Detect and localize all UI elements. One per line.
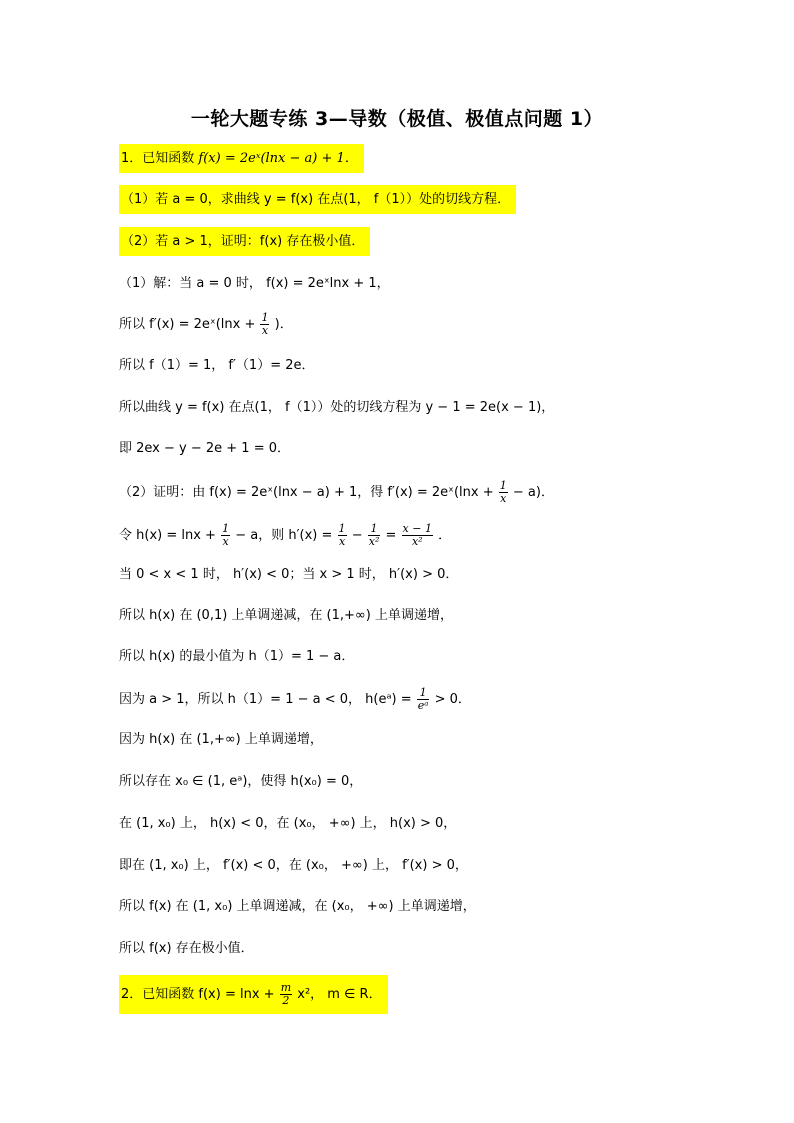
fraction-denominator: x	[500, 492, 507, 505]
fraction	[338, 523, 347, 548]
fraction-numerator: 1	[261, 311, 269, 324]
solution-line-15: 即在 (1, x₀) 上， f′(x) < 0，在 (x₀， +∞) 上， f′(x) > 0，	[119, 858, 468, 873]
fraction-denominator: x	[222, 535, 229, 548]
fraction-denominator: eᵃ	[417, 699, 429, 712]
solution-line-7-d: =	[385, 528, 397, 543]
solution-line-9: 所以 h(x) 在 (0,1) 上单调递减，在 (1,+∞) 上单调递增，	[119, 608, 453, 623]
solution-line-13: 所以存在 x₀ ∈ (1, eᵃ)，使得 h(x₀) = 0，	[119, 774, 363, 789]
fraction	[499, 480, 508, 505]
fraction-numerator: 1	[368, 523, 381, 536]
fraction-denominator: 2	[282, 994, 290, 1007]
fraction	[417, 687, 430, 712]
fraction-numerator: 1	[222, 522, 230, 535]
solution-line-6	[119, 480, 554, 505]
fraction	[402, 523, 433, 548]
solution-line-11	[119, 687, 471, 712]
solution-line-7-c: −	[351, 528, 363, 543]
solution-line-5: 即 2ex − y − 2e + 1 = 0．	[119, 441, 290, 456]
solution-line-6-b: − a)．	[512, 485, 554, 500]
solution-line-16: 所以 f(x) 在 (1, x₀) 上单调递减，在 (x₀， +∞) 上单调递增，	[119, 899, 476, 914]
solution-line-7-a: 令 h(x) = lnx +	[119, 528, 216, 543]
fraction-numerator: 1	[417, 687, 430, 700]
solution-line-11-a: 因为 a > 1，所以 h（1）= 1 − a < 0， h(eᵃ) =	[119, 692, 412, 707]
problem-1-part-2-text: （2）若 a > 1，证明：f(x) 存在极小值．	[119, 227, 370, 256]
fraction	[368, 523, 381, 548]
solution-line-1: （1）解：当 a = 0 时， f(x) = 2eˣlnx + 1，	[119, 276, 390, 291]
problem-1-part-2	[119, 233, 370, 251]
solution-line-12: 因为 h(x) 在 (1,+∞) 上单调递增，	[119, 732, 323, 747]
solution-line-8: 当 0 < x < 1 时， h′(x) < 0；当 x > 1 时， h′(x) > 0．	[119, 567, 459, 582]
solution-line-6-a: （2）证明：由 f(x) = 2eˣ(lnx − a) + 1，得 f′(x) = 2eˣ(lnx +	[119, 485, 494, 500]
fraction	[260, 312, 269, 337]
fraction	[280, 982, 292, 1007]
solution-line-11-b: > 0．	[434, 692, 471, 707]
solution-line-3: 所以 f（1）= 1， f′（1）= 2e．	[119, 358, 315, 373]
problem-2-prefix: 2．已知函数 f(x) = lnx +	[121, 987, 275, 1002]
problem-1-prefix: 1．已知函数	[121, 151, 195, 166]
solution-line-2-a: 所以 f′(x) = 2eˣ(lnx +	[119, 317, 256, 332]
fraction-denominator: x	[338, 535, 346, 548]
solution-line-7-b: − a，则 h′(x) =	[235, 528, 333, 543]
solution-line-10: 所以 h(x) 的最小值为 h（1）= 1 − a．	[119, 649, 355, 664]
problem-1-part-1-text: （1）若 a = 0，求曲线 y = f(x) 在点(1， f（1））处的切线方程．	[119, 185, 516, 214]
problem-2-suffix: x²， m ∈ R．	[297, 987, 382, 1002]
problem-1-formula: f(x) = 2eˣ(lnx − a) + 1．	[198, 151, 358, 166]
solution-line-7-e: ．	[438, 528, 452, 543]
problem-1-part-1	[119, 191, 516, 209]
fraction-numerator: 1	[499, 479, 507, 492]
fraction-numerator: m	[280, 981, 292, 994]
fraction	[221, 523, 230, 548]
fraction-denominator: x²	[411, 535, 423, 548]
problem-1-stem	[119, 150, 364, 168]
solution-line-17: 所以 f(x) 存在极小值．	[119, 941, 254, 956]
solution-line-2-b: )．	[274, 317, 293, 332]
fraction-denominator: x	[261, 324, 269, 337]
fraction-numerator: x − 1	[402, 522, 432, 535]
fraction-denominator: x²	[368, 535, 380, 548]
solution-line-14: 在 (1, x₀) 上， h(x) < 0，在 (x₀， +∞) 上， h(x) > 0，	[119, 816, 457, 831]
solution-line-7	[119, 523, 451, 548]
page-title: 一轮大题专练 3—导数（极值、极值点问题 1）	[190, 108, 604, 130]
solution-line-4: 所以曲线 y = f(x) 在点(1， f（1））处的切线方程为 y − 1 = 2e(x − 1)，	[119, 400, 555, 415]
problem-2-stem	[119, 982, 388, 1007]
fraction-numerator: 1	[338, 522, 346, 535]
solution-line-2	[119, 312, 293, 337]
